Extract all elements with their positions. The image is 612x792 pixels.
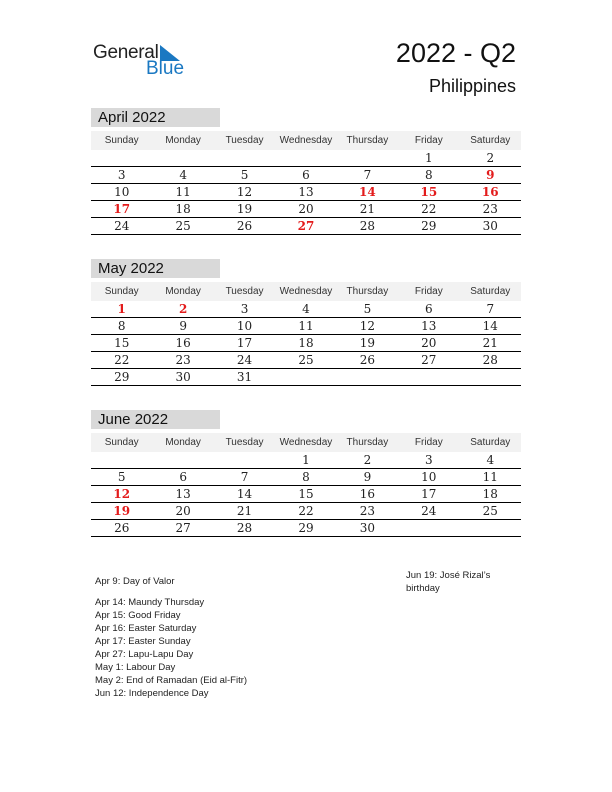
day-cell: 27 [421,353,437,367]
day-cell: 21 [236,504,253,518]
holiday-note-right: Jun 19: José Rizal’s birthday [406,570,491,594]
day-cell: 1 [117,302,126,316]
day-cell: 21 [482,336,498,350]
holiday-list [95,575,247,700]
weekday-header: Saturday [460,433,521,452]
day-cell: 30 [175,370,191,384]
weekday-header: Wednesday [275,433,336,452]
day-cell: 5 [363,302,372,316]
logo [93,40,193,80]
calendar-grid [91,282,521,386]
day-cell: 28 [359,219,376,233]
holiday-note: Apr 17: Easter Sunday [95,636,191,647]
day-cell: 22 [114,353,130,367]
day-cell: 2 [486,151,495,165]
logo-text-blue: Blue [146,58,185,79]
day-cell: 23 [482,202,498,216]
day-cell: 4 [486,453,495,467]
day-cell: 9 [179,319,187,333]
empty-cell [275,150,336,167]
weekday-header: Thursday [337,282,398,301]
weekday-header: Sunday [91,282,152,301]
holiday-note: Apr 27: Lapu-Lapu Day [95,649,194,660]
day-cell: 6 [425,302,433,316]
day-cell: 31 [236,370,253,384]
week-row [91,335,521,352]
day-cell: 15 [420,185,438,199]
calendar-grid [91,131,521,235]
day-cell: 25 [298,353,314,367]
day-cell: 8 [117,319,126,333]
day-cell: 2 [178,302,188,316]
week-row [91,150,521,167]
holiday-note: May 2: End of Ramadan (Eid al-Fitr) [95,675,248,686]
empty-cell [460,520,521,537]
day-cell: 20 [421,336,437,350]
page-title: 2022 - Q2 [395,38,516,68]
day-cell: 5 [240,168,249,182]
day-cell: 30 [359,521,376,535]
week-row [91,486,521,503]
day-cell: 16 [175,336,191,350]
empty-cell [460,369,521,386]
day-cell: 19 [236,202,253,216]
day-cell: 10 [421,470,437,484]
week-row [91,503,521,520]
day-cell: 4 [302,302,310,316]
day-cell: 6 [302,168,310,182]
day-cell: 8 [425,168,433,182]
day-cell: 15 [298,487,314,501]
day-cell: 9 [363,470,372,484]
week-row [91,218,521,235]
day-cell: 3 [425,453,433,467]
week-row [91,318,521,335]
empty-cell [91,452,152,469]
weekday-header: Friday [398,433,459,452]
day-cell: 24 [421,504,437,518]
weekday-header: Wednesday [275,282,336,301]
empty-cell [214,452,275,469]
empty-cell [152,150,213,167]
calendar-grid [91,433,521,537]
empty-cell [337,150,398,167]
day-cell: 26 [114,521,130,535]
day-cell: 28 [236,521,253,535]
day-cell: 11 [175,185,191,199]
day-cell: 3 [117,168,126,182]
day-cell: 7 [363,168,372,182]
day-cell: 2 [363,453,372,467]
empty-cell [152,452,213,469]
day-cell: 24 [236,353,253,367]
week-row [91,184,521,201]
week-row [91,520,521,537]
day-cell: 27 [175,521,191,535]
day-cell: 13 [298,185,314,199]
day-cell: 29 [421,219,437,233]
day-cell: 16 [481,185,499,199]
day-cell: 10 [236,319,253,333]
day-cell: 14 [236,487,253,501]
day-cell: 26 [236,219,253,233]
weekday-header: Friday [398,131,459,150]
holiday-note: Jun 12: Independence Day [95,688,209,699]
weekday-header: Monday [152,433,213,452]
day-cell: 1 [425,151,433,165]
day-cell: 18 [298,336,314,350]
day-cell: 20 [175,504,191,518]
month-label: June 2022 [91,410,220,429]
day-cell: 26 [359,353,376,367]
day-cell: 12 [113,487,131,501]
day-cell: 14 [482,319,498,333]
empty-cell [214,150,275,167]
day-cell: 4 [179,168,187,182]
empty-cell [337,369,398,386]
day-cell: 11 [482,470,498,484]
weekday-header: Thursday [337,433,398,452]
day-cell: 15 [114,336,130,350]
week-row [91,369,521,386]
day-cell: 9 [486,168,495,182]
weekday-header: Saturday [460,131,521,150]
holiday-note: Apr 9: Day of Valor [95,576,175,587]
month-calendar [91,108,521,235]
day-cell: 17 [113,202,131,216]
day-cell: 29 [298,521,314,535]
day-cell: 13 [421,319,437,333]
week-row [91,452,521,469]
day-cell: 6 [179,470,187,484]
day-cell: 17 [236,336,253,350]
day-cell: 19 [359,336,376,350]
holiday-note: Apr 14: Maundy Thursday [95,597,205,608]
day-cell: 7 [240,470,249,484]
weekday-header: Saturday [460,282,521,301]
month-label: May 2022 [91,259,220,278]
day-cell: 19 [113,504,131,518]
day-cell: 21 [359,202,376,216]
week-row [91,352,521,369]
weekday-header: Sunday [91,131,152,150]
day-cell: 7 [486,302,495,316]
day-cell: 16 [359,487,376,501]
day-cell: 13 [175,487,191,501]
day-cell: 14 [359,185,376,199]
day-cell: 18 [175,202,191,216]
day-cell: 28 [482,353,498,367]
month-calendar [91,259,521,386]
day-cell: 25 [175,219,191,233]
day-cell: 18 [482,487,498,501]
day-cell: 11 [298,319,314,333]
week-row [91,469,521,486]
day-cell: 29 [114,370,130,384]
weekday-header: Monday [152,131,213,150]
empty-cell [398,520,459,537]
day-cell: 24 [114,219,130,233]
day-cell: 12 [236,185,253,199]
weekday-header: Wednesday [275,131,336,150]
empty-cell [91,150,152,167]
weekday-header: Tuesday [214,282,275,301]
day-cell: 23 [175,353,191,367]
month-calendar [91,410,521,537]
day-cell: 22 [298,504,314,518]
day-cell: 20 [298,202,314,216]
day-cell: 3 [240,302,249,316]
day-cell: 10 [114,185,130,199]
logo-text-general: General [93,42,159,63]
day-cell: 5 [117,470,126,484]
holiday-note: May 1: Labour Day [95,662,176,673]
day-cell: 25 [482,504,498,518]
holiday-note: Apr 16: Easter Saturday [95,623,197,634]
day-cell: 30 [482,219,498,233]
day-cell: 12 [359,319,376,333]
weekday-header: Sunday [91,433,152,452]
weekday-header: Tuesday [214,131,275,150]
month-label: April 2022 [91,108,220,127]
holiday-note: Apr 15: Good Friday [95,610,181,621]
weekday-header: Tuesday [214,433,275,452]
empty-cell [275,369,336,386]
weekday-header: Monday [152,282,213,301]
day-cell: 27 [297,219,315,233]
day-cell: 23 [359,504,376,518]
week-row [91,201,521,218]
empty-cell [398,369,459,386]
country-name: Philippines [428,76,516,96]
weekday-header: Friday [398,282,459,301]
day-cell: 22 [421,202,437,216]
week-row [91,301,521,318]
week-row [91,167,521,184]
weekday-header: Thursday [337,131,398,150]
day-cell: 17 [421,487,437,501]
day-cell: 1 [302,453,310,467]
day-cell: 8 [302,470,310,484]
